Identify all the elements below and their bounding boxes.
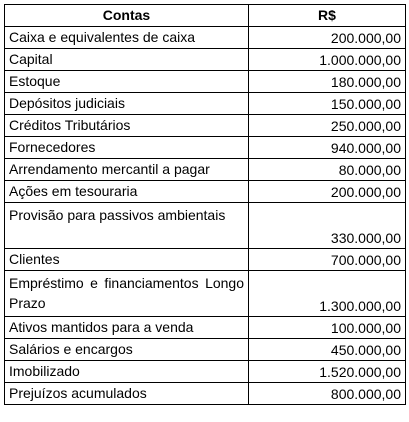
conta-cell: Salários e encargos bbox=[5, 339, 249, 361]
table-row bbox=[5, 271, 406, 317]
table-row bbox=[5, 71, 406, 93]
conta-cell: Provisão para passivos ambientais bbox=[5, 203, 249, 249]
table-row bbox=[5, 137, 406, 159]
valor-cell: 200.000,00 bbox=[249, 181, 406, 203]
table-row bbox=[5, 49, 406, 71]
conta-cell: Prejuízos acumulados bbox=[5, 383, 249, 405]
valor-cell: 200.000,00 bbox=[249, 27, 406, 49]
valor-cell: 800.000,00 bbox=[249, 383, 406, 405]
conta-cell: Estoque bbox=[5, 71, 249, 93]
table-row bbox=[5, 115, 406, 137]
table-row bbox=[5, 203, 406, 249]
header-valor: R$ bbox=[249, 5, 406, 27]
header-contas: Contas bbox=[5, 5, 249, 27]
conta-cell: Depósitos judiciais bbox=[5, 93, 249, 115]
valor-cell: 1.520.000,00 bbox=[249, 361, 406, 383]
conta-cell: Clientes bbox=[5, 249, 249, 271]
conta-cell: Fornecedores bbox=[5, 137, 249, 159]
table-row bbox=[5, 339, 406, 361]
conta-cell: Capital bbox=[5, 49, 249, 71]
conta-cell: Imobilizado bbox=[5, 361, 249, 383]
valor-cell: 1.000.000,00 bbox=[249, 49, 406, 71]
conta-cell: Empréstimo e financiamentos Longo Prazo bbox=[5, 271, 249, 317]
table-row bbox=[5, 383, 406, 405]
table-row bbox=[5, 249, 406, 271]
valor-cell: 180.000,00 bbox=[249, 71, 406, 93]
valor-cell: 80.000,00 bbox=[249, 159, 406, 181]
valor-cell: 150.000,00 bbox=[249, 93, 406, 115]
table-row bbox=[5, 159, 406, 181]
valor-cell: 940.000,00 bbox=[249, 137, 406, 159]
conta-cell: Ações em tesouraria bbox=[5, 181, 249, 203]
valor-cell: 700.000,00 bbox=[249, 249, 406, 271]
valor-cell: 250.000,00 bbox=[249, 115, 406, 137]
conta-cell: Caixa e equivalentes de caixa bbox=[5, 27, 249, 49]
table-row bbox=[5, 27, 406, 49]
valor-cell: 330.000,00 bbox=[249, 203, 406, 249]
table-row bbox=[5, 181, 406, 203]
table-row bbox=[5, 317, 406, 339]
table-row bbox=[5, 93, 406, 115]
valor-cell: 1.300.000,00 bbox=[249, 271, 406, 317]
conta-cell: Ativos mantidos para a venda bbox=[5, 317, 249, 339]
table-row bbox=[5, 361, 406, 383]
accounts-table bbox=[4, 4, 406, 405]
conta-cell: Arrendamento mercantil a pagar bbox=[5, 159, 249, 181]
valor-cell: 100.000,00 bbox=[249, 317, 406, 339]
conta-cell: Créditos Tributários bbox=[5, 115, 249, 137]
table-header-row bbox=[5, 5, 406, 27]
valor-cell: 450.000,00 bbox=[249, 339, 406, 361]
